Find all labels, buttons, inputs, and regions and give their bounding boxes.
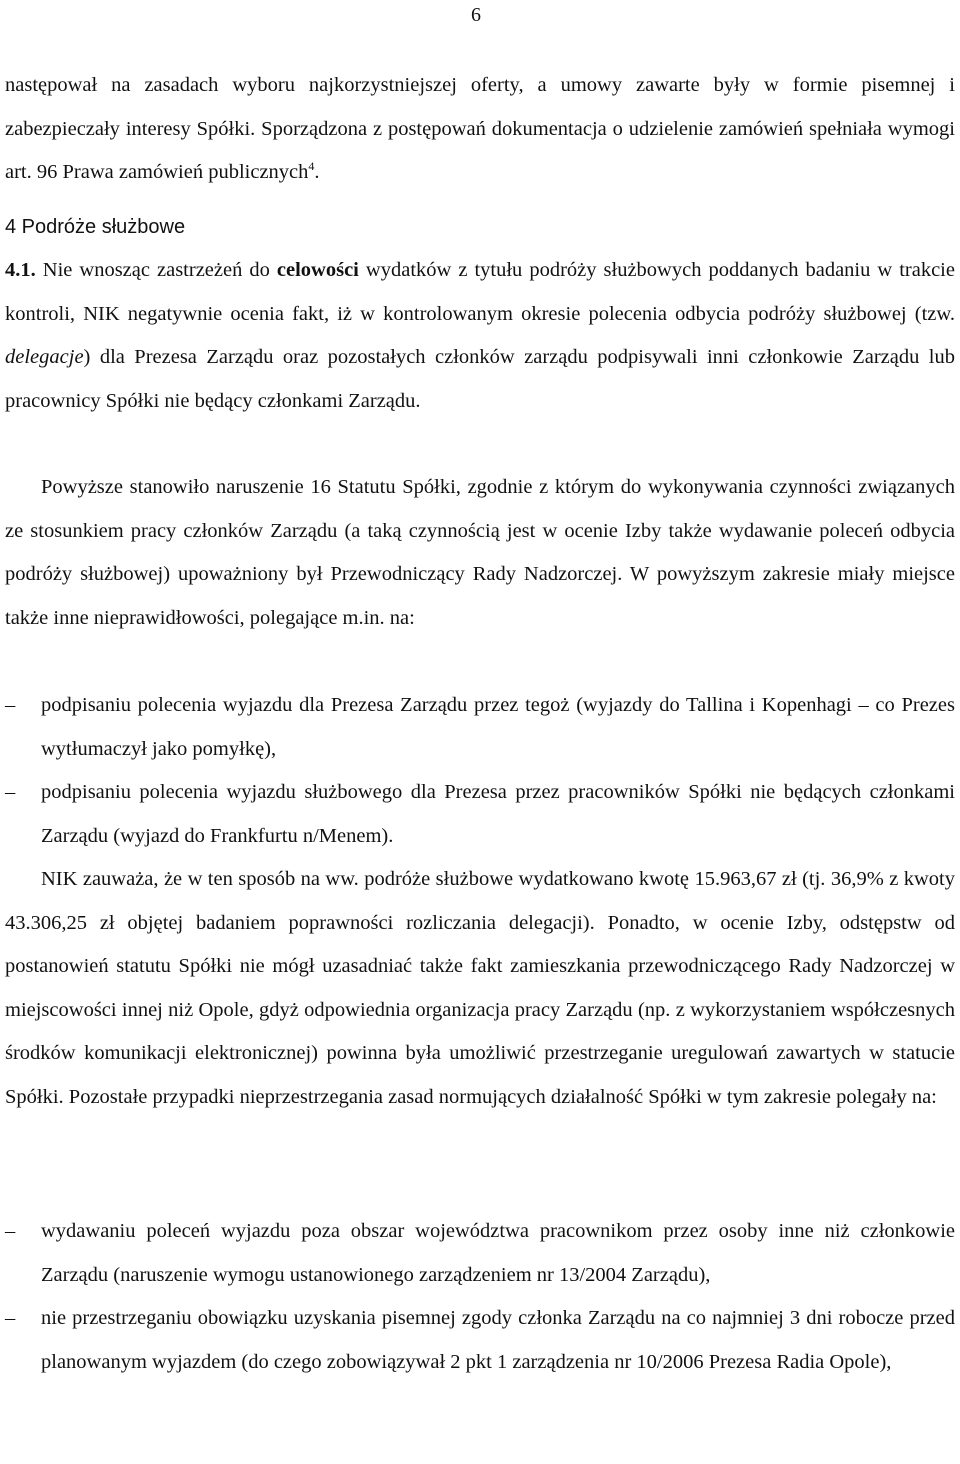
dash-bullet: –: [5, 781, 16, 803]
paragraph-intro-text: następował na zasadach wyboru najkorzystniejszej oferty, a umowy zawarte były w formie pisemnej i zabezpieczały interesy Spółki. Sporządzona z postępowań dokumentacja o udzielenie zamówień spełniała wymogi art. 96 Prawa zamówień publicznych: [5, 74, 955, 183]
paragraph-intro: [5, 64, 955, 195]
other-cases-list: [5, 1210, 955, 1384]
paragraph-4-1-text-b: wydatków z tytułu podróży służbowych poddanych badaniu w trakcie kontroli, NIK negatywnie ocenia fakt, iż w kontrolowanym okresie polecenia odbycia podróży służbowej (tzw.: [5, 259, 955, 325]
dash-bullet: –: [5, 1307, 16, 1329]
list-item: [5, 1297, 955, 1384]
paragraph-violation: Powyższe stanowiło naruszenie 16 Statutu Spółki, zgodnie z którym do wykonywania czynności związanych ze stosunkiem pracy członków Zarządu (a taką czynnością jest w ocenie Izby także wydawanie poleceń odbycia podróży służbowej) upoważniony był Przewodniczący Rady Nadzorczej. W powyższym zakresie miały miejsce także inne nieprawidłowości, polegające m.in. na:: [5, 476, 955, 629]
footnote-marker: 4: [308, 159, 315, 174]
dash-bullet: –: [5, 1220, 16, 1242]
dash-bullet: –: [5, 694, 16, 716]
list-item: [5, 771, 955, 858]
page-number: 6: [471, 4, 481, 26]
paragraph-number: 4.1.: [5, 259, 36, 281]
paragraph-4-1: [5, 249, 955, 423]
list-item-text: nie przestrzeganiu obowiązku uzyskania pisemnej zgody członka Zarządu na co najmniej 3 dni robocze przed planowanym wyjazdem (do czego zobowiązywał 2 pkt 1 zarządzenia nr 10/2006 Prezesa Radia Opole),: [41, 1307, 955, 1373]
list-item: [5, 684, 955, 771]
list-item-text: wydawaniu poleceń wyjazdu poza obszar województwa pracownikom przez osoby inne niż członkowie Zarządu (naruszenie wymogu ustanowionego zarządzeniem nr 13/2004 Zarządu),: [41, 1220, 955, 1286]
paragraph-4-1-text-c: ) dla Prezesa Zarządu oraz pozostałych członków zarządu podpisywali inni członkowie Zarządu lub pracownicy Spółki nie będący członkami Zarządu.: [5, 346, 955, 412]
list-item-text: podpisaniu polecenia wyjazdu dla Prezesa Zarządu przez tegoż (wyjazdy do Tallina i Kopenhagi – co Prezes wytłumaczył jako pomyłkę),: [41, 694, 955, 760]
list-item-text: podpisaniu polecenia wyjazdu służbowego dla Prezesa przez pracowników Spółki nie będących członkami Zarządu (wyjazd do Frankfurtu n/Menem).: [41, 781, 955, 847]
section-heading: 4 Podróże służbowe: [5, 216, 186, 238]
list-item: [5, 1210, 955, 1297]
italic-term: delegacje: [5, 346, 84, 368]
paragraph-intro-end: .: [314, 161, 320, 183]
paragraph-4-1-text-a: Nie wnosząc zastrzeżeń do: [35, 259, 277, 281]
paragraph-nik-notes: NIK zauważa, że w ten sposób na ww. podróże służbowe wydatkowano kwotę 15.963,67 zł (tj. 36,9% z kwoty 43.306,25 zł objętej badaniem poprawności rozliczania delegacji). Ponadto, w ocenie Izby, odstępstw od postanowień statutu Spółki nie mógł uzasadniać także fakt zamieszkania przewodniczącego Rady Nadzorczej w miejscowości innej niż Opole, gdyż odpowiednia organizacja pracy Zarządu (np. z wykorzystaniem współczesnych środków komunikacji elektronicznej) powinna była umożliwić przestrzeganie uregulowań zawartych w statucie Spółki. Pozostałe przypadki nieprzestrzegania zasad normujących działalność Spółki w tym zakresie polegały na:: [5, 868, 955, 1108]
bold-term: celowości: [276, 259, 359, 281]
irregularities-list: [5, 684, 955, 858]
